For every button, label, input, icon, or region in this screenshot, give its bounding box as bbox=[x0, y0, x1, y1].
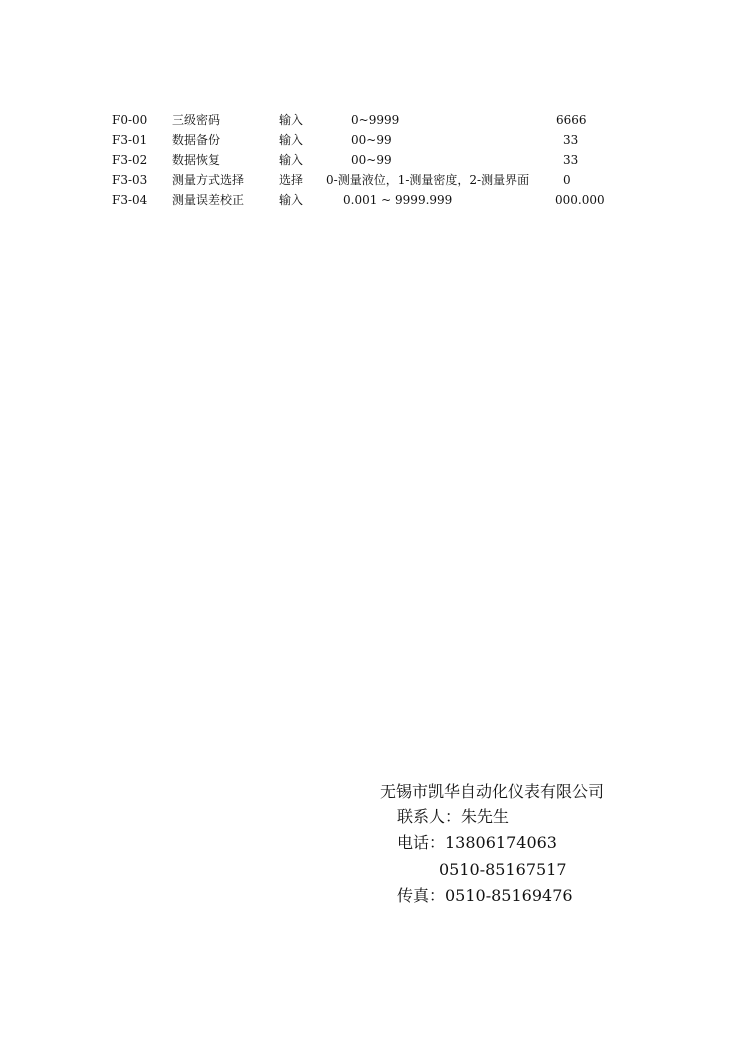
param-type: 选择 bbox=[279, 173, 304, 187]
param-type: 输入 bbox=[279, 113, 304, 127]
param-range: 0-测量液位，1-测量密度，2-测量界面 bbox=[326, 173, 530, 187]
param-range: 00~99 bbox=[351, 133, 392, 147]
param-name: 数据恢复 bbox=[172, 153, 221, 167]
company-name: 无锡市凯华自动化仪表有限公司 bbox=[380, 782, 605, 801]
param-range: 0.001 ~ 9999.999 bbox=[343, 193, 453, 207]
parameter-table bbox=[0, 0, 750, 220]
phone-number: 电话：13806174063 bbox=[397, 833, 557, 852]
table-row bbox=[0, 190, 750, 210]
param-default: 000.000 bbox=[555, 193, 605, 207]
param-default: 0 bbox=[563, 173, 571, 187]
param-type: 输入 bbox=[279, 153, 304, 167]
param-type: 输入 bbox=[279, 193, 304, 207]
param-name: 测量误差校正 bbox=[172, 193, 245, 207]
table-row bbox=[0, 150, 750, 170]
param-name: 测量方式选择 bbox=[172, 173, 245, 187]
param-code: F3-02 bbox=[112, 153, 148, 167]
param-code: F0-00 bbox=[112, 113, 148, 127]
contact-person: 联系人：朱先生 bbox=[397, 807, 510, 826]
param-range: 00~99 bbox=[351, 153, 392, 167]
param-default: 33 bbox=[563, 133, 579, 147]
param-code: F3-01 bbox=[112, 133, 148, 147]
param-code: F3-04 bbox=[112, 193, 148, 207]
param-name: 三级密码 bbox=[172, 113, 221, 127]
param-range: 0~9999 bbox=[351, 113, 400, 127]
param-name: 数据备份 bbox=[172, 133, 221, 147]
table-row bbox=[0, 110, 750, 130]
param-default: 6666 bbox=[556, 113, 587, 127]
param-default: 33 bbox=[563, 153, 579, 167]
phone-number-secondary: 0510-85167517 bbox=[439, 860, 567, 879]
param-type: 输入 bbox=[279, 133, 304, 147]
fax-number: 传真：0510-85169476 bbox=[397, 886, 573, 905]
param-code: F3-03 bbox=[112, 173, 148, 187]
table-row bbox=[0, 130, 750, 150]
table-row bbox=[0, 170, 750, 190]
